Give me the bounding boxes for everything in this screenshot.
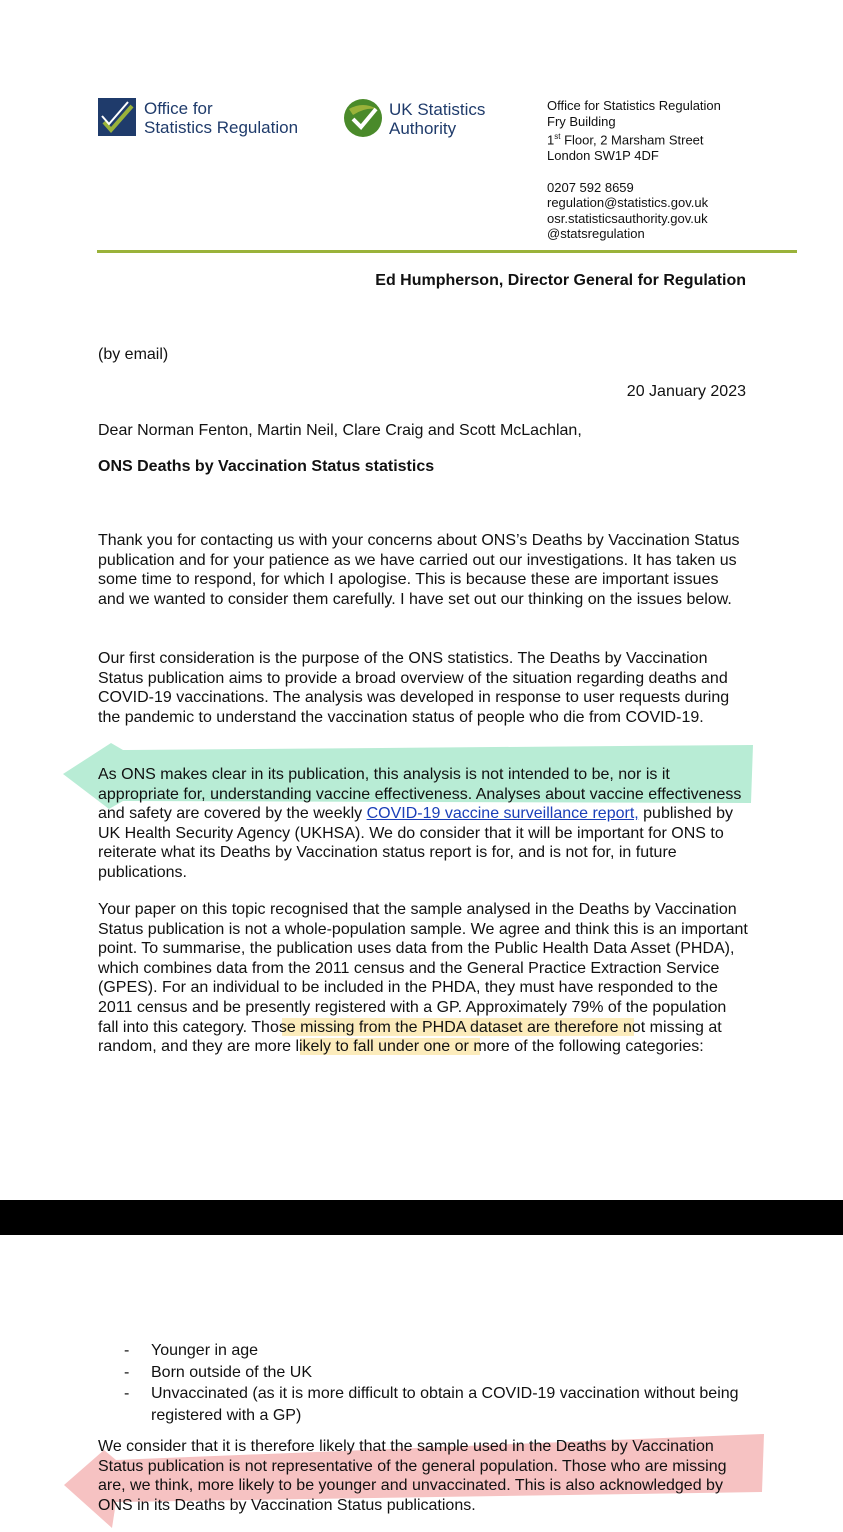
salutation: Dear Norman Fenton, Martin Neil, Clare Craig and Scott McLachlan,: [98, 422, 582, 439]
header-rule: [97, 250, 797, 253]
address-line2: Fry Building: [547, 113, 616, 129]
uksa-logo-line2: Authority: [389, 119, 457, 138]
email-address[interactable]: regulation@statistics.gov.uk: [547, 195, 709, 211]
paragraph-3: As ONS makes clear in its publication, this analysis is not intended to be, nor is it appropriate for, understanding vaccine effectiveness. Analyses about vaccine effectiveness and safety are covered by the weekly COVID-19 vaccine surveillance report, published by UK Health Security Agency (UKHSA). We do consider that it will be important for ONS to reiterate what its Deaths by Vaccination status report is for, and is not for, in future publications.: [98, 766, 742, 881]
page-separator-bar: [0, 1200, 843, 1235]
list-item: - Younger in age: [124, 1342, 259, 1359]
sender-name: Ed Humpherson, Director General for Regulation: [375, 272, 746, 289]
letter-date: 20 January 2023: [626, 383, 746, 400]
osr-logo-icon: [98, 98, 138, 138]
vaccine-surveillance-report-link[interactable]: COVID-19 vaccine surveillance report,: [366, 805, 639, 823]
delivery-method: (by email): [98, 346, 169, 363]
uksa-logo-line1: UK Statistics: [389, 100, 486, 119]
paragraph-5: We consider that it is therefore likely that the sample used in the Deaths by Vaccination Status publication is not representative of the general population. Those who are missing are, we think, more likely to be younger and unvaccinated. This is also acknowledged by ONS in its Deaths by Vaccination Status publications.: [98, 1438, 727, 1514]
missing-groups-list: [124, 1340, 746, 1426]
osr-logo-line1: Office for: [144, 99, 213, 118]
uksa-logo: [343, 97, 503, 139]
letter-subject: ONS Deaths by Vaccination Status statistics: [98, 458, 435, 475]
website-address[interactable]: osr.statisticsauthority.gov.uk: [547, 210, 708, 226]
paragraph-2: Our first consideration is the purpose of the ONS statistics. The Deaths by Vaccination Status publication aims to provide a broad overview of the situation regarding deaths and COVID-19 vaccinations. The analysis was developed in response to user requests during the pandemic to understand the vaccination status of people who die from COVID-19.: [98, 650, 730, 726]
social-handle[interactable]: @statsregulation: [547, 226, 645, 242]
osr-logo-line2: Statistics Regulation: [144, 118, 299, 137]
list-item: - Born outside of the UK: [124, 1363, 312, 1381]
paragraph-4: Your paper on this topic recognised that the sample analysed in the Deaths by Vaccination Status publication is not a whole-population sample. We agree and think this is an important point. To summarise, the publication uses data from the Public Health Data Asset (PHDA), which combines data from the 2011 census and the General Practice Extraction Service (GPES). For an individual to be included in the PHDA, they must have responded to the 2011 census and be presently registered with a GP. Approximately 79% of the population fall into this category. Those missing from the PHDA dataset are therefore not missing at random, and they are more likely to fall under one or more of the following categories:: [98, 901, 748, 1056]
address-block: [547, 98, 777, 242]
address-line4: London SW1P 4DF: [547, 148, 659, 164]
paragraph-1: Thank you for contacting us with your concerns about ONS’s Deaths by Vaccination Status publication and for your patience as we have carried out our investigations. It has taken us some time to respond, for which I apologise. This is because these are important issues and we wanted to consider them carefully. I have set out our thinking on the issues below.: [98, 532, 740, 608]
phone-number: 0207 592 8659: [547, 179, 634, 195]
address-line1: Office for Statistics Regulation: [547, 98, 721, 113]
osr-logo: [98, 98, 298, 140]
uksa-logo-icon: [343, 97, 383, 139]
address-line3: 1st Floor, 2 Marsham Street: [547, 132, 704, 148]
list-item: - Unvaccinated (as it is more difficult to obtain a COVID-19 vaccination without being registered with a GP): [124, 1385, 739, 1424]
